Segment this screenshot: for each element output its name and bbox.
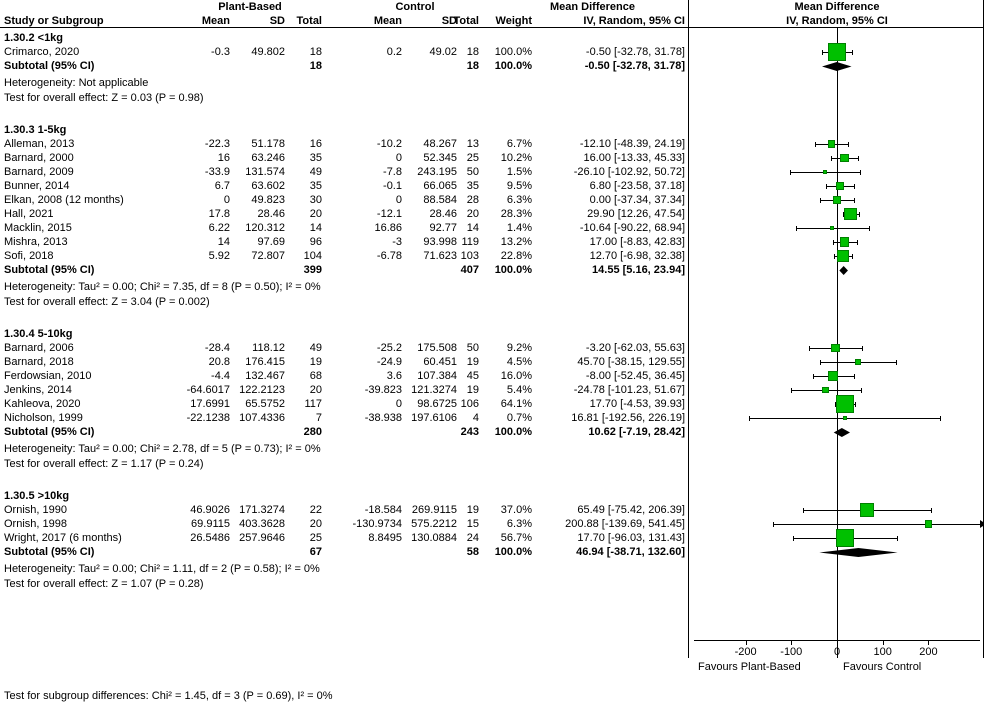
cell-mean1: 20.8 [208,356,230,368]
effect-marker [822,387,829,394]
ci-cap-right [857,240,858,245]
cell-total1: 68 [309,370,322,382]
cell-total1: 49 [309,342,322,354]
ci-cap-left [820,360,821,365]
group-header-mean-difference-numeric: Mean Difference [550,1,635,13]
study-name: Ferdowsian, 2010 [4,370,92,382]
study-name: Hall, 2021 [4,208,54,220]
overall-effect-text: Test for overall effect: Z = 0.03 (P = 0.98) [4,92,204,104]
cell-weight: 9.5% [506,180,532,192]
cell-mean2: 16.86 [374,222,402,234]
study-name: Crimarco, 2020 [4,46,80,58]
cell-effect: -0.50 [-32.78, 31.78] [585,46,685,58]
cell-effect: -24.78 [-101.23, 51.67] [573,384,685,396]
cell-total1: 7 [315,412,322,424]
cell-total2: 19 [466,504,479,516]
cell-total1: 49 [309,166,322,178]
ci-cap-left [803,508,804,513]
ci-cap-right [854,184,855,189]
ci-cap-right [931,508,932,513]
study-name: Sofi, 2018 [4,250,54,262]
ci-cap-left [790,170,791,175]
ci-cap-left [834,254,835,259]
group-header-mean-difference-plot: Mean Difference [794,1,880,13]
cell-subtotal-total2: 18 [466,60,479,72]
study-name: Nicholson, 1999 [4,412,83,424]
study-name: Barnard, 2018 [4,356,74,368]
overall-effect-text: Test for overall effect: Z = 1.17 (P = 0.24) [4,458,204,470]
cell-total2: 119 [461,236,479,248]
cell-subtotal-total2: 58 [466,546,479,558]
cell-sd1: 49.802 [251,46,285,58]
cell-total1: 16 [309,138,322,150]
effect-marker [836,182,844,190]
study-name: Alleman, 2013 [4,138,75,150]
confidence-interval-line [773,524,980,525]
cell-sd1: 49.823 [251,194,285,206]
axis-tick-label: 0 [833,646,841,658]
cell-total2: 20 [466,208,479,220]
separator-left-table [688,0,689,658]
effect-marker [840,154,849,163]
effect-marker [828,140,835,147]
cell-sd1: 107.4336 [239,412,285,424]
summary-diamond [690,547,984,558]
column-header-mean-1: Mean [201,15,230,27]
axis-tick [837,640,838,645]
ci-cap-left [815,142,816,147]
cell-total2: 106 [460,398,479,410]
cell-subtotal-total1: 399 [303,264,322,276]
cell-sd2: 60.451 [423,356,457,368]
ci-cap-right [858,156,859,161]
cell-sd2: 66.065 [423,180,457,192]
study-name: Ornish, 1998 [4,518,67,530]
study-name: Bunner, 2014 [4,180,70,192]
ci-arrow-right [980,520,984,528]
ci-cap-right [869,226,870,231]
cell-total1: 117 [304,398,322,410]
cell-total1: 18 [309,46,322,58]
cell-sd2: 52.345 [423,152,457,164]
cell-sd2: 92.77 [429,222,457,234]
cell-effect: 45.70 [-38.15, 129.55] [577,356,685,368]
cell-weight: 64.1% [500,398,532,410]
cell-sd1: 63.246 [251,152,285,164]
cell-sd2: 71.623 [423,250,457,262]
cell-total2: 28 [466,194,479,206]
ci-cap-right [860,170,861,175]
cell-total2: 19 [466,356,479,368]
cell-total2: 13 [466,138,479,150]
cell-effect: 6.80 [-23.58, 37.18] [589,180,685,192]
subgroup-label: 1.30.4 5-10kg [4,328,73,340]
cell-weight: 4.5% [506,356,532,368]
cell-total1: 96 [309,236,322,248]
subtotal-label: Subtotal (95% CI) [4,546,95,558]
cell-subtotal-weight: 100.0% [494,546,532,558]
cell-effect: 200.88 [-139.69, 541.45] [565,518,685,530]
cell-weight: 9.2% [506,342,532,354]
cell-subtotal-effect: -0.50 [-32.78, 31.78] [584,60,685,72]
cell-weight: 1.4% [506,222,532,234]
study-name: Mishra, 2013 [4,236,68,248]
cell-mean1: 6.7 [214,180,230,192]
cell-mean1: 0 [223,194,230,206]
cell-mean1: -22.3 [204,138,230,150]
cell-total2: 18 [466,46,479,58]
cell-sd1: 72.807 [251,250,285,262]
cell-mean1: -22.1238 [186,412,230,424]
ci-cap-left [822,50,823,55]
study-name: Barnard, 2000 [4,152,74,164]
column-header-ci-plot: IV, Random, 95% CI [786,15,888,27]
ci-cap-right [848,142,849,147]
axis-tick-label: -200 [734,646,757,658]
summary-diamond [690,427,984,438]
cell-sd2: 28.46 [429,208,457,220]
subtotal-label: Subtotal (95% CI) [4,60,95,72]
cell-effect: -26.10 [-102.92, 50.72] [573,166,685,178]
cell-total1: 14 [309,222,322,234]
heterogeneity-text: Heterogeneity: Tau² = 0.00; Chi² = 1.11, df = 2 (P = 0.58); I² = 0% [4,563,320,575]
cell-mean1: -4.4 [211,370,230,382]
cell-total2: 24 [466,532,479,544]
study-name: Barnard, 2006 [4,342,74,354]
cell-mean2: 0 [395,152,402,164]
cell-mean2: 3.6 [386,370,402,382]
cell-effect: 17.70 [-96.03, 131.43] [577,532,685,544]
cell-sd2: 88.584 [423,194,457,206]
effect-marker [837,250,849,262]
study-name: Ornish, 1990 [4,504,67,516]
cell-total1: 104 [303,250,322,262]
axis-tick-label: 200 [919,646,938,658]
ci-cap-left [831,156,832,161]
subgroup-label: 1.30.2 <1kg [4,32,64,44]
cell-effect: 17.70 [-4.53, 39.93] [589,398,685,410]
effect-marker [823,170,828,175]
cell-total2: 15 [466,518,479,530]
ci-cap-left [820,198,821,203]
cell-effect: -8.00 [-52.45, 36.45] [585,370,685,382]
summary-diamond [690,265,984,276]
effect-marker [860,503,874,517]
cell-subtotal-weight: 100.0% [494,60,532,72]
cell-weight: 37.0% [500,504,532,516]
cell-sd2: 175.508 [417,342,457,354]
cell-sd2: 269.9115 [411,504,457,516]
cell-mean2: 0.2 [386,46,402,58]
cell-sd1: 118.12 [252,342,285,354]
cell-sd2: 49.02 [429,46,457,58]
favours-left-label: Favours Plant-Based [698,661,801,673]
cell-sd1: 97.69 [257,236,285,248]
cell-sd2: 575.2212 [411,518,457,530]
cell-mean1: -28.4 [204,342,230,354]
group-header-control: Control [395,1,435,13]
cell-mean1: 17.6991 [190,398,230,410]
study-name: Kahleova, 2020 [4,398,81,410]
cell-mean2: -18.584 [364,504,402,516]
cell-mean2: -130.9734 [352,518,402,530]
cell-subtotal-weight: 100.0% [494,426,532,438]
cell-sd2: 130.0884 [411,532,457,544]
cell-weight: 100.0% [494,46,532,58]
ci-cap-right [855,402,856,407]
cell-sd1: 171.3274 [239,504,285,516]
cell-mean1: 26.5486 [190,532,230,544]
group-header-plant-based: Plant-Based [218,1,282,13]
cell-total1: 30 [309,194,322,206]
overall-effect-text: Test for overall effect: Z = 1.07 (P = 0.28) [4,578,204,590]
ci-cap-left [813,374,814,379]
column-header-ci-numeric: IV, Random, 95% CI [583,15,685,27]
cell-subtotal-total1: 18 [309,60,322,72]
column-header-sd-1: SD [269,15,285,27]
cell-total2: 103 [460,250,479,262]
column-header-study: Study or Subgroup [4,15,104,27]
effect-marker [844,208,857,221]
cell-weight: 10.2% [500,152,532,164]
cell-sd2: 93.998 [423,236,457,248]
cell-sd1: 132.467 [245,370,285,382]
ci-cap-right [852,254,853,259]
effect-marker [925,520,932,527]
overall-effect-text: Test for overall effect: Z = 3.04 (P = 0.002) [4,296,210,308]
cell-total1: 35 [309,180,322,192]
cell-mean2: -39.823 [364,384,402,396]
heterogeneity-text: Heterogeneity: Tau² = 0.00; Chi² = 2.78, df = 5 (P = 0.73); I² = 0% [4,443,321,455]
cell-total1: 25 [309,532,322,544]
cell-total1: 20 [309,518,322,530]
cell-weight: 28.3% [500,208,532,220]
ci-cap-right [896,360,897,365]
effect-marker [836,395,854,413]
cell-mean1: 16 [217,152,230,164]
cell-mean2: 8.8495 [368,532,402,544]
study-name: Jenkins, 2014 [4,384,72,396]
subtotal-label: Subtotal (95% CI) [4,426,95,438]
cell-mean1: -64.6017 [186,384,230,396]
cell-mean2: -24.9 [376,356,402,368]
cell-weight: 6.3% [506,194,532,206]
cell-mean2: -0.1 [383,180,402,192]
column-header-mean-2: Mean [373,15,402,27]
table-header [0,0,984,28]
cell-mean1: 14 [217,236,230,248]
study-name: Elkan, 2008 (12 months) [4,194,124,206]
cell-mean2: -38.938 [364,412,402,424]
ci-cap-right [854,198,855,203]
cell-weight: 1.5% [506,166,532,178]
effect-marker [855,359,861,365]
subgroup-difference-test: Test for subgroup differences: Chi² = 1.45, df = 3 (P = 0.69), I² = 0% [4,690,333,702]
effect-marker [836,529,853,546]
cell-total2: 19 [466,384,479,396]
cell-total2: 4 [472,412,479,424]
cell-effect: 17.00 [-8.83, 42.83] [589,236,685,248]
ci-cap-left [793,536,794,541]
forest-plot-canvas [690,28,984,658]
cell-effect: 16.00 [-13.33, 45.33] [583,152,685,164]
study-name: Macklin, 2015 [4,222,72,234]
study-name: Barnard, 2009 [4,166,74,178]
effect-marker [833,196,840,203]
cell-effect: 65.49 [-75.42, 206.39] [577,504,685,516]
cell-total1: 19 [309,356,322,368]
cell-sd1: 176.415 [245,356,285,368]
cell-subtotal-weight: 100.0% [494,264,532,276]
cell-total2: 25 [466,152,479,164]
cell-sd2: 197.6106 [411,412,457,424]
cell-sd2: 98.6725 [417,398,457,410]
cell-total2: 14 [466,222,479,234]
heterogeneity-text: Heterogeneity: Not applicable [4,77,149,89]
cell-weight: 6.7% [506,138,532,150]
cell-mean1: -33.9 [204,166,230,178]
cell-weight: 16.0% [500,370,532,382]
ci-cap-left [773,522,774,527]
cell-sd1: 257.9646 [239,532,285,544]
axis-tick-label: -100 [780,646,803,658]
effect-marker [828,43,846,61]
cell-weight: 0.7% [506,412,532,424]
cell-sd1: 63.602 [251,180,285,192]
cell-mean1: 69.9115 [191,518,230,530]
cell-mean2: -12.1 [376,208,402,220]
effect-marker [840,237,849,246]
cell-subtotal-effect: 46.94 [-38.71, 132.60] [576,546,685,558]
cell-weight: 5.4% [506,384,532,396]
axis-tick [746,640,747,645]
cell-sd1: 120.312 [245,222,285,234]
cell-sd1: 65.5752 [245,398,285,410]
cell-sd1: 28.46 [257,208,285,220]
cell-sd2: 107.384 [417,370,457,382]
cell-effect: 29.90 [12.26, 47.54] [587,208,685,220]
cell-mean1: 6.22 [208,222,230,234]
cell-subtotal-total1: 67 [309,546,322,558]
ci-cap-left [826,184,827,189]
cell-weight: 22.8% [500,250,532,262]
column-header-total-2: Total [453,15,479,27]
cell-subtotal-total1: 280 [303,426,322,438]
cell-total2: 35 [466,180,479,192]
summary-diamond [690,61,984,72]
cell-weight: 6.3% [506,518,532,530]
ci-cap-left [833,240,834,245]
cell-effect: -12.10 [-48.39, 24.19] [579,138,685,150]
cell-effect: -10.64 [-90.22, 68.94] [579,222,685,234]
cell-sd1: 122.2123 [239,384,285,396]
cell-mean2: -6.78 [376,250,402,262]
cell-mean1: 17.8 [208,208,230,220]
cell-mean1: 46.9026 [190,504,230,516]
cell-mean2: -10.2 [376,138,402,150]
cell-effect: 0.00 [-37.34, 37.34] [589,194,685,206]
cell-subtotal-total2: 407 [460,264,479,276]
cell-subtotal-effect: 14.55 [5.16, 23.94] [592,264,685,276]
axis-tick [883,640,884,645]
cell-mean1: 5.92 [208,250,230,262]
cell-subtotal-total2: 243 [460,426,479,438]
heterogeneity-text: Heterogeneity: Tau² = 0.00; Chi² = 7.35, df = 8 (P = 0.50); I² = 0% [4,281,321,293]
ci-cap-left [791,388,792,393]
cell-sd1: 403.3628 [239,518,285,530]
ci-cap-left [796,226,797,231]
ci-cap-right [940,416,941,421]
cell-total2: 45 [466,370,479,382]
ci-cap-left [749,416,750,421]
cell-total1: 20 [309,384,322,396]
cell-mean2: -3 [392,236,402,248]
cell-sd2: 243.195 [417,166,457,178]
cell-total2: 50 [466,342,479,354]
cell-sd1: 51.178 [251,138,285,150]
effect-marker [831,344,839,352]
column-header-weight: Weight [495,15,532,27]
cell-mean2: 0 [395,398,402,410]
ci-cap-right [862,346,863,351]
axis-tick [791,640,792,645]
cell-sd2: 121.3274 [411,384,457,396]
ci-cap-right [897,536,898,541]
ci-cap-left [809,346,810,351]
cell-weight: 56.7% [500,532,532,544]
cell-effect: 12.70 [-6.98, 32.38] [589,250,685,262]
effect-marker [828,371,838,381]
subgroup-label: 1.30.3 1-5kg [4,124,67,136]
subtotal-label: Subtotal (95% CI) [4,264,95,276]
cell-total1: 20 [309,208,322,220]
cell-effect: 16.81 [-192.56, 226.19] [571,412,685,424]
subgroup-label: 1.30.5 >10kg [4,490,70,502]
cell-mean2: -25.2 [376,342,402,354]
ci-cap-right [859,212,860,217]
cell-mean1: -0.3 [211,46,230,58]
cell-total1: 22 [309,504,322,516]
cell-mean2: -7.8 [383,166,402,178]
favours-right-label: Favours Control [843,661,922,673]
cell-total2: 50 [466,166,479,178]
cell-weight: 13.2% [500,236,532,248]
study-name: Wright, 2017 (6 months) [4,532,122,544]
cell-sd2: 48.267 [423,138,457,150]
column-header-sd-2: SD [441,15,457,27]
cell-subtotal-effect: 10.62 [-7.19, 28.42] [588,426,685,438]
axis-tick-label: 100 [873,646,892,658]
cell-total1: 35 [309,152,322,164]
cell-effect: -3.20 [-62.03, 55.63] [585,342,685,354]
effect-marker [830,226,835,231]
ci-cap-right [852,50,853,55]
ci-cap-right [861,388,862,393]
column-header-total-1: Total [296,15,322,27]
effect-marker [843,416,847,420]
ci-cap-right [854,374,855,379]
cell-sd1: 131.574 [245,166,285,178]
axis-tick [928,640,929,645]
cell-mean2: 0 [395,194,402,206]
